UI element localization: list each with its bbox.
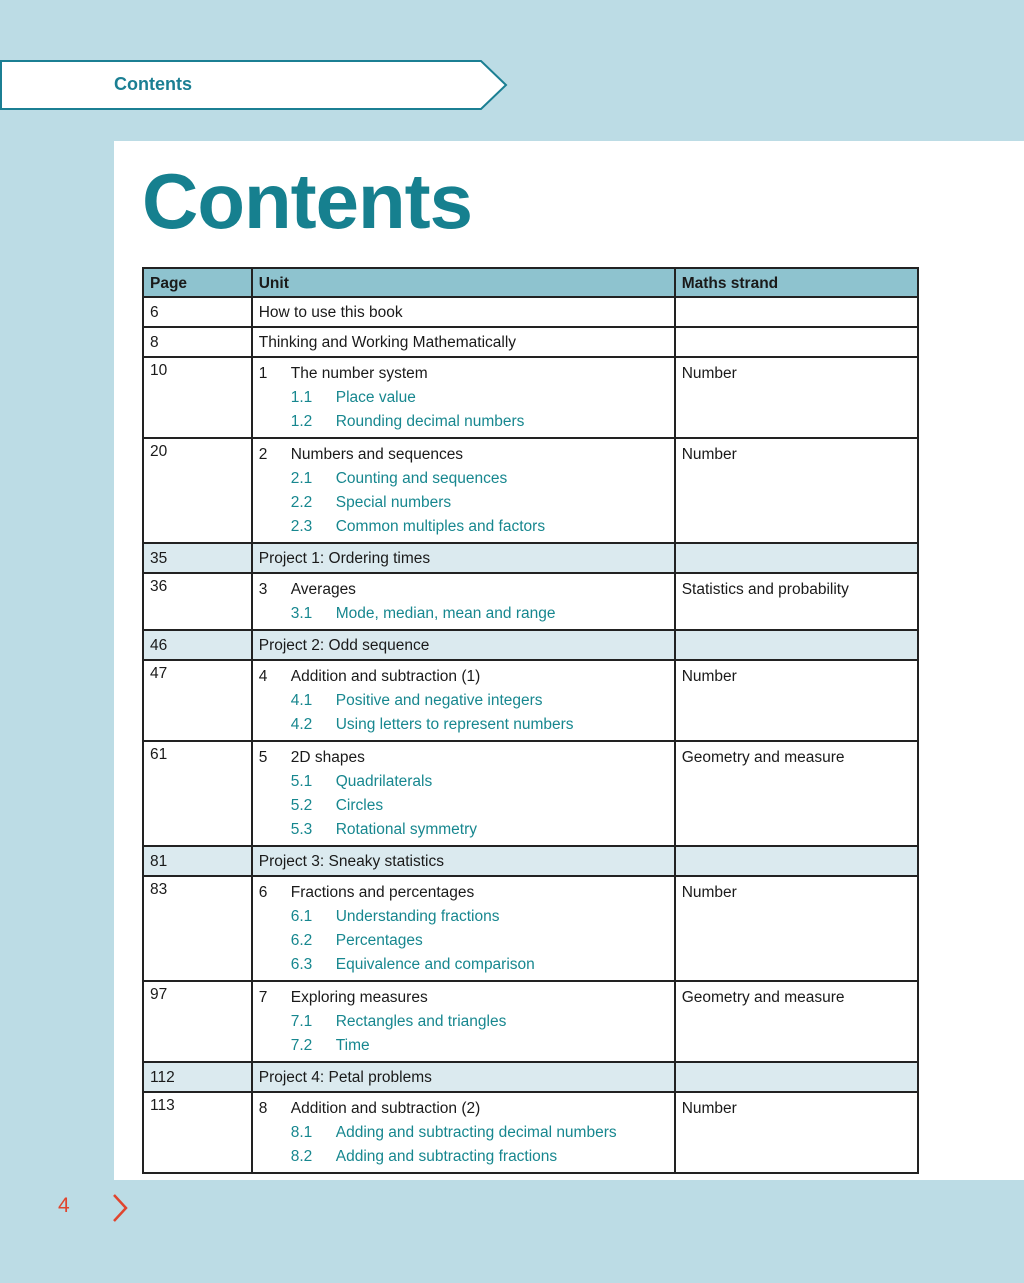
subunit-title: Rounding decimal numbers xyxy=(335,413,525,430)
page-cell: 112 xyxy=(143,1062,252,1092)
page-title: Contents xyxy=(142,157,472,245)
subunit-item[interactable] xyxy=(259,491,668,515)
strand-cell: Geometry and measure xyxy=(675,981,918,1062)
project-title[interactable]: Project 3: Sneaky statistics xyxy=(258,853,444,870)
table-row xyxy=(143,357,918,438)
table-row xyxy=(143,297,918,327)
table-row xyxy=(143,981,918,1062)
strand-cell xyxy=(675,327,918,357)
unit-heading[interactable] xyxy=(259,443,668,467)
unit-cell xyxy=(252,1092,675,1173)
unit-heading[interactable] xyxy=(259,362,668,386)
subunit-title: Common multiples and factors xyxy=(335,518,546,535)
unit-number: 3 xyxy=(258,581,268,598)
unit-number: 7 xyxy=(258,989,268,1006)
section-title[interactable]: How to use this book xyxy=(258,304,403,321)
subunit-item[interactable] xyxy=(259,602,668,626)
header-page: Page xyxy=(143,268,252,297)
strand-cell xyxy=(675,297,918,327)
page-cell: 46 xyxy=(143,630,252,660)
project-title[interactable]: Project 4: Petal problems xyxy=(258,1069,432,1086)
subunit-title: Positive and negative integers xyxy=(335,692,543,709)
strand-cell xyxy=(675,630,918,660)
page-cell: 36 xyxy=(143,573,252,630)
unit-cell xyxy=(252,741,675,846)
subunit-item[interactable] xyxy=(259,1121,668,1145)
strand-cell: Number xyxy=(675,1092,918,1173)
table-row xyxy=(143,660,918,741)
unit-heading[interactable] xyxy=(259,986,668,1010)
subunit-title: Equivalence and comparison xyxy=(335,956,535,973)
unit-cell xyxy=(252,543,675,573)
subunit-item[interactable] xyxy=(259,410,668,434)
section-title[interactable]: Thinking and Working Mathematically xyxy=(258,334,517,351)
strand-cell: Number xyxy=(675,438,918,543)
subunit-item[interactable] xyxy=(259,689,668,713)
subunit-item[interactable] xyxy=(259,794,668,818)
subunit-item[interactable] xyxy=(259,515,668,539)
subunit-item[interactable] xyxy=(259,467,668,491)
unit-heading[interactable] xyxy=(259,578,668,602)
subunit-number: 4.1 xyxy=(290,692,313,709)
subunit-number: 1.2 xyxy=(290,413,313,430)
unit-cell xyxy=(252,573,675,630)
subunit-number: 8.1 xyxy=(290,1124,313,1141)
unit-cell xyxy=(252,876,675,981)
unit-heading[interactable] xyxy=(259,665,668,689)
subunit-number: 2.3 xyxy=(290,518,313,535)
unit-cell xyxy=(252,438,675,543)
strand-cell: Number xyxy=(675,876,918,981)
page-cell: 47 xyxy=(143,660,252,741)
subunit-title: Counting and sequences xyxy=(335,470,508,487)
unit-title: Addition and subtraction (1) xyxy=(290,668,481,685)
subunit-number: 5.1 xyxy=(290,773,313,790)
unit-heading[interactable] xyxy=(259,881,668,905)
table-row xyxy=(143,876,918,981)
subunit-item[interactable] xyxy=(259,1010,668,1034)
page-cell: 83 xyxy=(143,876,252,981)
subunit-number: 3.1 xyxy=(290,605,313,622)
unit-cell xyxy=(252,630,675,660)
page-cell: 8 xyxy=(143,327,252,357)
subunit-number: 6.2 xyxy=(290,932,313,949)
page-cell: 97 xyxy=(143,981,252,1062)
strand-cell xyxy=(675,543,918,573)
subunit-number: 6.1 xyxy=(290,908,313,925)
table-row xyxy=(143,327,918,357)
subunit-title: Place value xyxy=(335,389,416,406)
project-title[interactable]: Project 1: Ordering times xyxy=(258,550,431,567)
unit-cell xyxy=(252,297,675,327)
contents-table xyxy=(142,267,919,1174)
unit-cell xyxy=(252,1062,675,1092)
unit-title: Addition and subtraction (2) xyxy=(290,1100,481,1117)
unit-title: 2D shapes xyxy=(290,749,365,766)
subunit-item[interactable] xyxy=(259,770,668,794)
table-row xyxy=(143,438,918,543)
strand-cell: Statistics and probability xyxy=(675,573,918,630)
project-title[interactable]: Project 2: Odd sequence xyxy=(258,637,430,654)
table-header-row xyxy=(143,268,918,297)
header-strand: Maths strand xyxy=(675,268,918,297)
unit-number: 8 xyxy=(258,1100,268,1117)
subunit-item[interactable] xyxy=(259,1145,668,1169)
unit-title: Numbers and sequences xyxy=(290,446,464,463)
subunit-title: Percentages xyxy=(335,932,423,949)
section-tab-shape xyxy=(0,60,510,112)
unit-cell xyxy=(252,846,675,876)
subunit-item[interactable] xyxy=(259,818,668,842)
contents-table-body xyxy=(143,297,918,1173)
subunit-title: Understanding fractions xyxy=(335,908,500,925)
page-cell: 10 xyxy=(143,357,252,438)
subunit-number: 1.1 xyxy=(290,389,313,406)
subunit-item[interactable] xyxy=(259,386,668,410)
table-row xyxy=(143,573,918,630)
unit-number: 2 xyxy=(258,446,268,463)
subunit-title: Using letters to represent numbers xyxy=(335,716,574,733)
strand-cell xyxy=(675,1062,918,1092)
subunit-title: Quadrilaterals xyxy=(335,773,433,790)
unit-heading[interactable] xyxy=(259,746,668,770)
subunit-number: 7.2 xyxy=(290,1037,313,1054)
unit-number: 4 xyxy=(258,668,268,685)
unit-title: The number system xyxy=(290,365,428,382)
unit-cell xyxy=(252,981,675,1062)
subunit-number: 5.2 xyxy=(290,797,313,814)
subunit-number: 2.2 xyxy=(290,494,313,511)
unit-cell xyxy=(252,660,675,741)
unit-number: 5 xyxy=(258,749,268,766)
subunit-number: 5.3 xyxy=(290,821,313,838)
unit-title: Averages xyxy=(290,581,356,598)
page-number: 4 xyxy=(58,1194,70,1217)
section-tab-label: Contents xyxy=(114,74,192,94)
subunit-number: 2.1 xyxy=(290,470,313,487)
subunit-item[interactable] xyxy=(259,905,668,929)
strand-cell: Number xyxy=(675,357,918,438)
subunit-title: Adding and subtracting fractions xyxy=(335,1148,558,1165)
unit-heading[interactable] xyxy=(259,1097,668,1121)
strand-cell: Geometry and measure xyxy=(675,741,918,846)
subunit-title: Special numbers xyxy=(335,494,452,511)
page-cell: 20 xyxy=(143,438,252,543)
subunit-number: 6.3 xyxy=(290,956,313,973)
page-cell: 113 xyxy=(143,1092,252,1173)
page-cell: 35 xyxy=(143,543,252,573)
subunit-title: Rectangles and triangles xyxy=(335,1013,507,1030)
table-row xyxy=(143,741,918,846)
project-row xyxy=(143,1062,918,1092)
header-unit: Unit xyxy=(252,268,675,297)
project-row xyxy=(143,846,918,876)
subunit-number: 4.2 xyxy=(290,716,313,733)
subunit-item[interactable] xyxy=(259,953,668,977)
subunit-title: Mode, median, mean and range xyxy=(335,605,556,622)
subunit-title: Circles xyxy=(335,797,384,814)
unit-number: 6 xyxy=(258,884,268,901)
subunit-item[interactable] xyxy=(259,713,668,737)
unit-cell xyxy=(252,357,675,438)
unit-title: Exploring measures xyxy=(290,989,428,1006)
subunit-title: Rotational symmetry xyxy=(335,821,477,838)
unit-cell xyxy=(252,327,675,357)
table-row xyxy=(143,1092,918,1173)
unit-number: 1 xyxy=(258,365,268,382)
project-row xyxy=(143,630,918,660)
strand-cell xyxy=(675,846,918,876)
section-tab xyxy=(0,60,508,110)
chevron-right-icon[interactable] xyxy=(110,1192,130,1224)
page-cell: 81 xyxy=(143,846,252,876)
strand-cell: Number xyxy=(675,660,918,741)
subunit-item[interactable] xyxy=(259,929,668,953)
subunit-title: Time xyxy=(335,1037,370,1054)
subunit-number: 7.1 xyxy=(290,1013,313,1030)
unit-title: Fractions and percentages xyxy=(290,884,475,901)
page-cell: 6 xyxy=(143,297,252,327)
subunit-number: 8.2 xyxy=(290,1148,313,1165)
page-cell: 61 xyxy=(143,741,252,846)
subunit-item[interactable] xyxy=(259,1034,668,1058)
subunit-title: Adding and subtracting decimal numbers xyxy=(335,1124,617,1141)
project-row xyxy=(143,543,918,573)
